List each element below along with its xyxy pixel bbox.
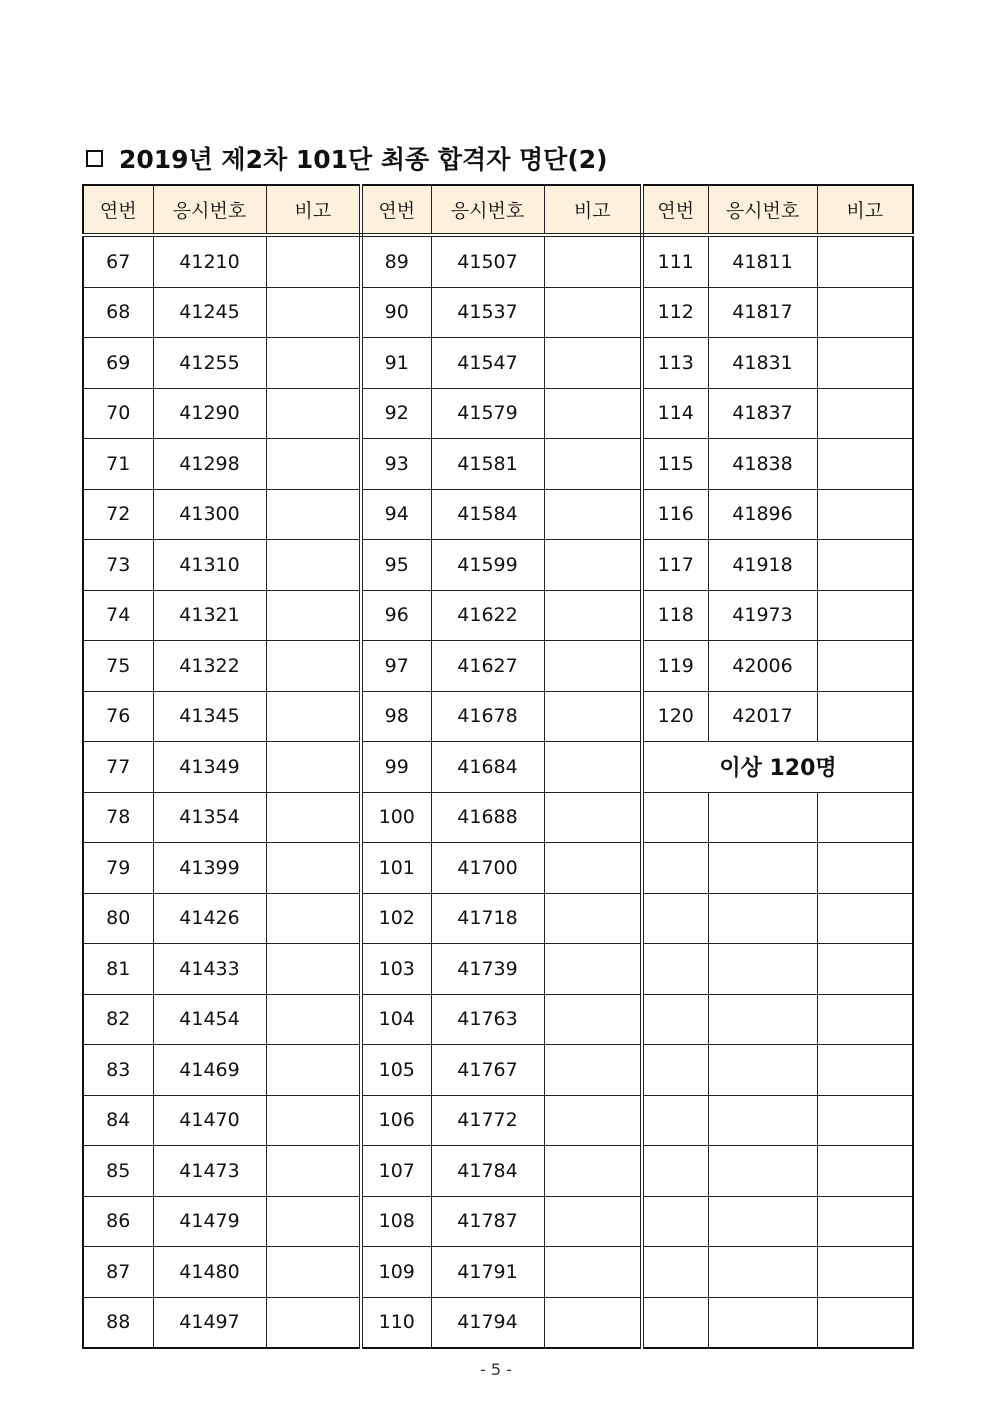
table-row [83,1146,913,1197]
header-remark: 비고 [544,185,642,235]
exam-no-cell: 42017 [708,691,817,742]
serial-no-cell: 95 [361,540,431,591]
remark-cell [544,843,642,894]
remark-cell [266,893,361,944]
empty-cell [708,792,817,843]
exam-no-cell: 41772 [431,1095,544,1146]
empty-cell [817,792,913,843]
exam-no-cell: 41627 [431,641,544,692]
serial-no-cell: 108 [361,1196,431,1247]
page-title-text: 2019년 제2차 101단 최종 합격자 명단(2) [119,145,608,174]
empty-cell [708,944,817,995]
remark-cell [817,235,913,287]
table-row [83,287,913,338]
table-row [83,994,913,1045]
exam-no-cell: 41245 [153,287,266,338]
empty-cell [817,944,913,995]
exam-no-cell: 41831 [708,338,817,389]
remark-cell [266,1045,361,1096]
exam-no-cell: 41345 [153,691,266,742]
serial-no-cell: 96 [361,590,431,641]
empty-cell [708,1247,817,1298]
remark-cell [266,540,361,591]
table-row [83,540,913,591]
serial-no-cell: 91 [361,338,431,389]
remark-cell [544,1247,642,1298]
table-row [83,691,913,742]
exam-no-cell: 41973 [708,590,817,641]
serial-no-cell: 111 [642,235,708,287]
serial-no-cell: 109 [361,1247,431,1298]
serial-no-cell: 83 [83,1045,153,1096]
remark-cell [266,338,361,389]
empty-cell [817,1095,913,1146]
exam-no-cell: 41684 [431,742,544,793]
summary-total: 이상 120명 [642,742,913,793]
exam-no-cell: 41622 [431,590,544,641]
serial-no-cell: 81 [83,944,153,995]
serial-no-cell: 72 [83,489,153,540]
exam-no-cell: 41896 [708,489,817,540]
serial-no-cell: 119 [642,641,708,692]
remark-cell [544,590,642,641]
exam-no-cell: 41767 [431,1045,544,1096]
exam-no-cell: 41739 [431,944,544,995]
serial-no-cell: 80 [83,893,153,944]
exam-no-cell: 41918 [708,540,817,591]
empty-cell [817,1045,913,1096]
serial-no-cell: 98 [361,691,431,742]
remark-cell [544,1045,642,1096]
roster-body [83,235,913,1348]
remark-cell [266,590,361,641]
remark-cell [266,287,361,338]
remark-cell [266,1196,361,1247]
exam-no-cell: 41300 [153,489,266,540]
empty-cell [642,1247,708,1298]
exam-no-cell: 41507 [431,235,544,287]
roster-table [82,184,914,1349]
serial-no-cell: 97 [361,641,431,692]
empty-cell [817,1196,913,1247]
serial-no-cell: 84 [83,1095,153,1146]
table-row [83,590,913,641]
serial-no-cell: 106 [361,1095,431,1146]
serial-no-cell: 105 [361,1045,431,1096]
remark-cell [544,944,642,995]
header-no: 연번 [361,185,431,235]
remark-cell [266,235,361,287]
remark-cell [544,489,642,540]
exam-no-cell: 42006 [708,641,817,692]
serial-no-cell: 87 [83,1247,153,1298]
empty-cell [817,1146,913,1197]
remark-cell [266,792,361,843]
remark-cell [266,1247,361,1298]
serial-no-cell: 75 [83,641,153,692]
remark-cell [544,235,642,287]
remark-cell [266,641,361,692]
serial-no-cell: 117 [642,540,708,591]
empty-cell [642,893,708,944]
empty-cell [817,1297,913,1348]
serial-no-cell: 107 [361,1146,431,1197]
header-no: 연번 [83,185,153,235]
exam-no-cell: 41787 [431,1196,544,1247]
empty-cell [642,843,708,894]
empty-cell [708,1095,817,1146]
serial-no-cell: 68 [83,287,153,338]
serial-no-cell: 92 [361,388,431,439]
remark-cell [544,388,642,439]
remark-cell [544,893,642,944]
table-row [83,944,913,995]
serial-no-cell: 82 [83,994,153,1045]
exam-no-cell: 41763 [431,994,544,1045]
exam-no-cell: 41688 [431,792,544,843]
remark-cell [544,691,642,742]
header-remark: 비고 [266,185,361,235]
remark-cell [817,388,913,439]
serial-no-cell: 67 [83,235,153,287]
empty-cell [642,1146,708,1197]
remark-cell [266,1146,361,1197]
empty-cell [642,1045,708,1096]
serial-no-cell: 74 [83,590,153,641]
exam-no-cell: 41322 [153,641,266,692]
serial-no-cell: 110 [361,1297,431,1348]
table-row [83,1297,913,1348]
remark-cell [266,944,361,995]
table-row [83,792,913,843]
remark-cell [817,641,913,692]
remark-cell [266,1095,361,1146]
remark-cell [544,1095,642,1146]
exam-no-cell: 41210 [153,235,266,287]
empty-cell [817,994,913,1045]
table-row [83,641,913,692]
remark-cell [544,792,642,843]
remark-cell [544,641,642,692]
serial-no-cell: 101 [361,843,431,894]
empty-cell [642,1297,708,1348]
empty-cell [708,1297,817,1348]
serial-no-cell: 100 [361,792,431,843]
remark-cell [266,994,361,1045]
remark-cell [544,439,642,490]
remark-cell [266,439,361,490]
serial-no-cell: 77 [83,742,153,793]
exam-no-cell: 41290 [153,388,266,439]
empty-cell [708,893,817,944]
page-number: - 5 - [480,1360,512,1379]
exam-no-cell: 41581 [431,439,544,490]
table-row [83,235,913,287]
checkbox-square-icon [86,150,103,167]
empty-cell [642,1095,708,1146]
serial-no-cell: 104 [361,994,431,1045]
exam-no-cell: 41473 [153,1146,266,1197]
exam-no-cell: 41784 [431,1146,544,1197]
serial-no-cell: 114 [642,388,708,439]
exam-no-cell: 41791 [431,1247,544,1298]
serial-no-cell: 113 [642,338,708,389]
exam-no-cell: 41470 [153,1095,266,1146]
exam-no-cell: 41321 [153,590,266,641]
empty-cell [642,994,708,1045]
exam-no-cell: 41678 [431,691,544,742]
empty-cell [817,843,913,894]
remark-cell [266,691,361,742]
exam-no-cell: 41480 [153,1247,266,1298]
table-row [83,338,913,389]
serial-no-cell: 86 [83,1196,153,1247]
serial-no-cell: 70 [83,388,153,439]
header-no: 연번 [642,185,708,235]
serial-no-cell: 94 [361,489,431,540]
remark-cell [544,1146,642,1197]
remark-cell [817,439,913,490]
empty-cell [708,1146,817,1197]
header-row [83,185,913,235]
remark-cell [266,1297,361,1348]
empty-cell [817,1247,913,1298]
exam-no-cell: 41469 [153,1045,266,1096]
table-row [83,439,913,490]
serial-no-cell: 76 [83,691,153,742]
serial-no-cell: 93 [361,439,431,490]
exam-no-cell: 41817 [708,287,817,338]
exam-no-cell: 41310 [153,540,266,591]
exam-no-cell: 41354 [153,792,266,843]
exam-no-cell: 41479 [153,1196,266,1247]
serial-no-cell: 116 [642,489,708,540]
exam-no-cell: 41255 [153,338,266,389]
empty-cell [708,843,817,894]
header-exam-no: 응시번호 [153,185,266,235]
remark-cell [544,1196,642,1247]
empty-cell [642,944,708,995]
table-row [83,1196,913,1247]
remark-cell [817,691,913,742]
serial-no-cell: 73 [83,540,153,591]
serial-no-cell: 90 [361,287,431,338]
remark-cell [266,489,361,540]
table-row [83,893,913,944]
serial-no-cell: 78 [83,792,153,843]
serial-no-cell: 118 [642,590,708,641]
exam-no-cell: 41349 [153,742,266,793]
exam-no-cell: 41454 [153,994,266,1045]
page-title [86,138,608,178]
exam-no-cell: 41579 [431,388,544,439]
exam-no-cell: 41537 [431,287,544,338]
serial-no-cell: 99 [361,742,431,793]
empty-cell [642,1196,708,1247]
remark-cell [817,287,913,338]
empty-cell [708,1045,817,1096]
remark-cell [817,540,913,591]
remark-cell [266,388,361,439]
exam-no-cell: 41399 [153,843,266,894]
table-row [83,1095,913,1146]
table-row [83,1247,913,1298]
empty-cell [642,792,708,843]
remark-cell [544,338,642,389]
exam-no-cell: 41584 [431,489,544,540]
remark-cell [544,994,642,1045]
serial-no-cell: 88 [83,1297,153,1348]
table-row [83,388,913,439]
table-row [83,742,913,793]
remark-cell [544,742,642,793]
serial-no-cell: 115 [642,439,708,490]
exam-no-cell: 41426 [153,893,266,944]
serial-no-cell: 103 [361,944,431,995]
exam-no-cell: 41700 [431,843,544,894]
exam-no-cell: 41794 [431,1297,544,1348]
exam-no-cell: 41599 [431,540,544,591]
exam-no-cell: 41838 [708,439,817,490]
header-remark: 비고 [817,185,913,235]
remark-cell [817,338,913,389]
empty-cell [708,994,817,1045]
remark-cell [266,742,361,793]
serial-no-cell: 89 [361,235,431,287]
exam-no-cell: 41811 [708,235,817,287]
exam-no-cell: 41547 [431,338,544,389]
remark-cell [544,540,642,591]
serial-no-cell: 85 [83,1146,153,1197]
table-row [83,843,913,894]
table-row [83,489,913,540]
header-exam-no: 응시번호 [431,185,544,235]
exam-no-cell: 41298 [153,439,266,490]
table-row [83,1045,913,1096]
header-exam-no: 응시번호 [708,185,817,235]
serial-no-cell: 102 [361,893,431,944]
remark-cell [544,287,642,338]
exam-no-cell: 41497 [153,1297,266,1348]
exam-no-cell: 41433 [153,944,266,995]
empty-cell [817,893,913,944]
serial-no-cell: 71 [83,439,153,490]
exam-no-cell: 41837 [708,388,817,439]
remark-cell [817,590,913,641]
serial-no-cell: 69 [83,338,153,389]
empty-cell [708,1196,817,1247]
remark-cell [266,843,361,894]
serial-no-cell: 112 [642,287,708,338]
remark-cell [817,489,913,540]
remark-cell [544,1297,642,1348]
exam-no-cell: 41718 [431,893,544,944]
serial-no-cell: 120 [642,691,708,742]
serial-no-cell: 79 [83,843,153,894]
